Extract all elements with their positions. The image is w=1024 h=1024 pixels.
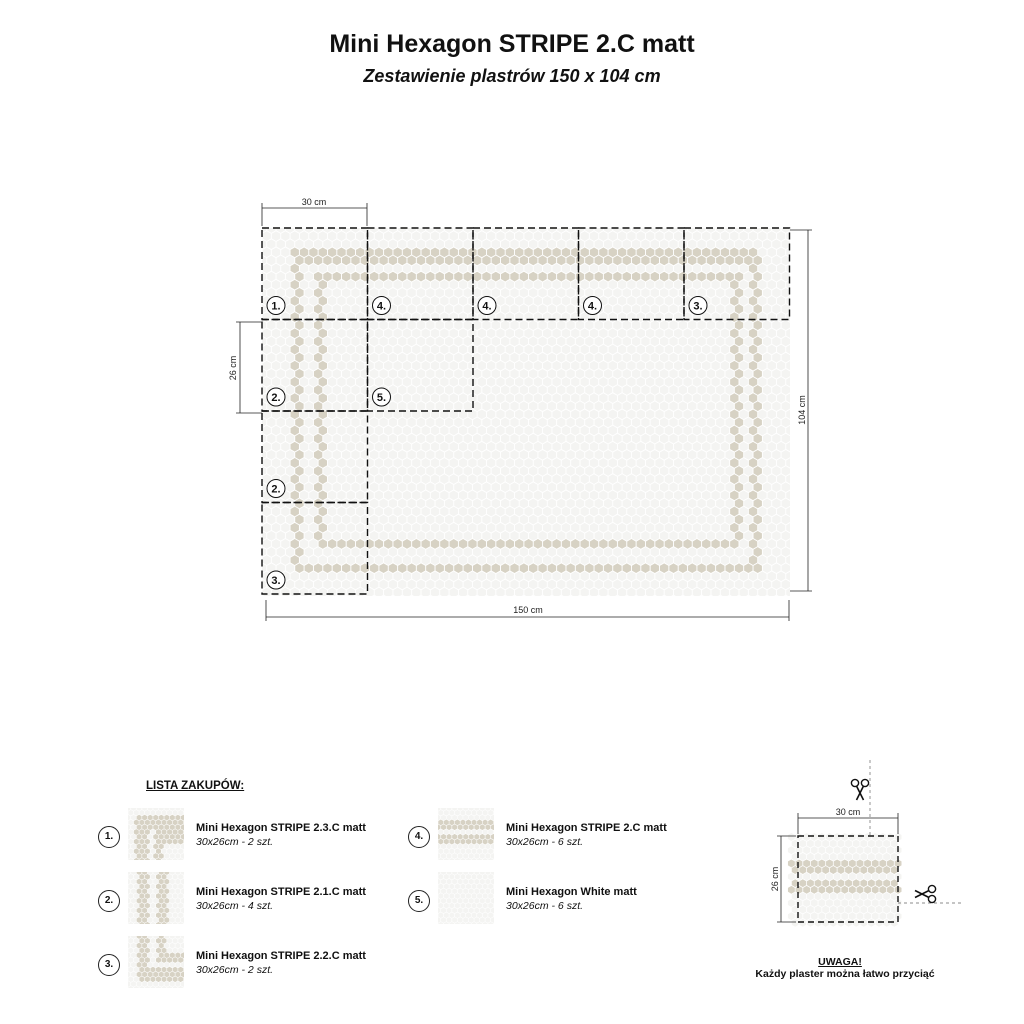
- cut-tile-outline: [798, 836, 898, 922]
- tile-number: 3.: [693, 300, 703, 313]
- page-title: Mini Hexagon STRIPE 2.C matt: [329, 30, 695, 58]
- tile-number: 2.: [271, 392, 281, 404]
- item-number: 1.: [98, 826, 120, 848]
- scissors-icon: [851, 779, 868, 800]
- total-width-dimension: [266, 600, 789, 621]
- list-item: [408, 872, 708, 932]
- total-height-dimension: [790, 230, 812, 591]
- note-title: UWAGA!: [818, 956, 862, 968]
- product-size: 30x26cm - 2 szt.: [196, 836, 274, 848]
- tile-number: 3.: [271, 575, 281, 587]
- white-hexagons: [438, 808, 494, 860]
- stripe-hexagons: [788, 859, 902, 893]
- product-thumbnail: [128, 936, 184, 988]
- product-thumbnail: [128, 872, 184, 924]
- product-size: 30x26cm - 4 szt.: [196, 900, 274, 912]
- cut-tile-mosaic: [788, 833, 902, 927]
- page-subtitle: Zestawienie plastrów 150 x 104 cm: [363, 66, 661, 86]
- white-hexagons: [438, 872, 494, 924]
- list-item: [98, 872, 398, 932]
- tile-number: 1.: [271, 300, 281, 313]
- tile-number: 5.: [376, 392, 387, 404]
- list-item: [98, 936, 398, 996]
- width-label: 30 cm: [301, 197, 327, 207]
- note-text: Każdy plaster można łatwo przyciąć: [755, 968, 935, 980]
- product-name: Mini Hexagon STRIPE 2.1.C matt: [196, 886, 366, 898]
- product-size: 30x26cm - 2 szt.: [196, 964, 274, 976]
- tile-number: 4.: [587, 300, 598, 313]
- total-width-label: 150 cm: [513, 605, 543, 615]
- white-hexagons: [788, 833, 902, 927]
- height-label: 26 cm: [228, 355, 238, 381]
- product-name: Mini Hexagon STRIPE 2.C matt: [506, 822, 667, 834]
- width-dimension: [262, 197, 367, 226]
- cut-height-label: 26 cm: [770, 866, 780, 892]
- total-height-label: 104 cm: [797, 395, 807, 425]
- item-number: 2.: [98, 890, 120, 912]
- product-size: 30x26cm - 6 szt.: [506, 836, 584, 848]
- item-number: 4.: [408, 826, 430, 848]
- product-name: Mini Hexagon White matt: [506, 886, 637, 898]
- tile-number: 4.: [376, 300, 387, 313]
- cut-width-label: 30 cm: [835, 807, 861, 817]
- hexagon-mosaic: [248, 223, 799, 605]
- product-name: Mini Hexagon STRIPE 2.2.C matt: [196, 950, 366, 962]
- tile-number: 4.: [482, 300, 492, 313]
- list-item: [98, 808, 398, 868]
- product-size: 30x26cm - 6 szt.: [506, 900, 584, 912]
- tile-number: 2.: [271, 483, 281, 496]
- product-thumbnail: [438, 872, 494, 924]
- list-item: [408, 808, 708, 868]
- item-number: 5.: [408, 890, 430, 912]
- stripe-hexagons: [137, 936, 184, 982]
- product-thumbnail: [128, 808, 184, 860]
- item-number: 3.: [98, 954, 120, 976]
- shopping-list-title: LISTA ZAKUPÓW:: [146, 780, 245, 792]
- product-thumbnail: [438, 808, 494, 860]
- scissors-icon: [915, 885, 936, 902]
- product-name: Mini Hexagon STRIPE 2.3.C matt: [196, 822, 366, 834]
- height-dimension: [228, 322, 262, 413]
